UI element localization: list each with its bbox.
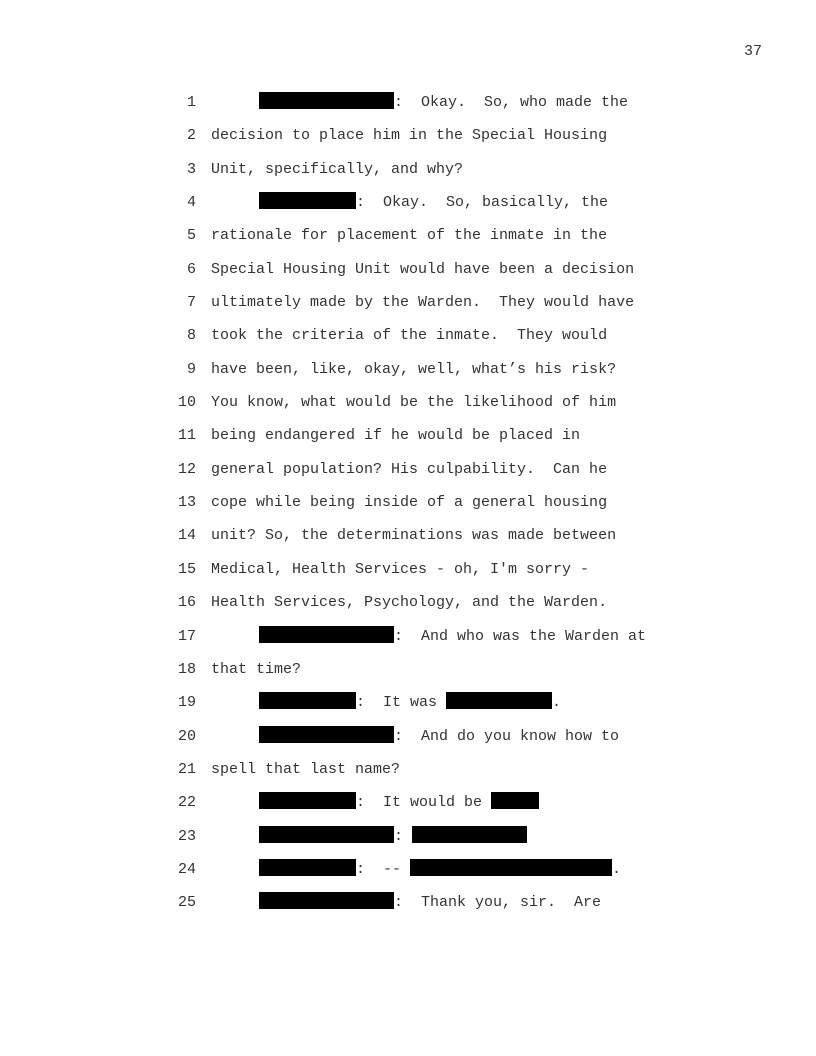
- line-content: [259, 892, 601, 914]
- line-content: [211, 459, 607, 481]
- line-text: .: [552, 694, 562, 712]
- line-number: 6: [186, 260, 196, 278]
- line-text: Unit, specifically, and why?: [211, 160, 464, 178]
- line-number: 11: [177, 427, 196, 445]
- line-number: 25: [177, 894, 196, 912]
- line-text: Special Housing Unit would have been a decision: [211, 260, 635, 278]
- line-number: 1: [186, 94, 196, 111]
- page-number: 37: [743, 43, 762, 60]
- line-number: 17: [177, 627, 196, 645]
- transcript-line: [0, 459, 816, 492]
- line-text: Medical, Health Services - oh, I'm sorry -: [211, 560, 590, 578]
- line-text: :: [394, 827, 413, 845]
- redaction-box: [491, 792, 539, 809]
- transcript-line: [0, 692, 816, 725]
- line-number: 18: [177, 660, 196, 678]
- transcript-line: [0, 225, 816, 258]
- line-content: [211, 125, 607, 147]
- line-content: [211, 492, 607, 514]
- line-number: 5: [186, 227, 196, 245]
- line-content: [211, 259, 634, 281]
- line-content: [211, 392, 616, 414]
- line-text: cope while being inside of a general housing: [211, 494, 608, 512]
- redaction-box: [259, 792, 356, 809]
- transcript-body: [0, 92, 816, 926]
- transcript-line: [0, 525, 816, 558]
- transcript-line: [0, 759, 816, 792]
- transcript-line: [0, 859, 816, 892]
- line-text: have been, like, okay, well, what’s his risk?: [211, 360, 617, 378]
- line-text: ultimately made by the Warden. They would have: [211, 294, 635, 312]
- redaction-box: [259, 892, 394, 909]
- line-text: being endangered if he would be placed in: [211, 427, 581, 445]
- line-number: 19: [177, 694, 196, 712]
- line-content: [211, 325, 607, 347]
- line-text: : And who was the Warden at: [394, 627, 647, 645]
- transcript-line: [0, 359, 816, 392]
- line-number: 14: [177, 527, 196, 545]
- line-number: 24: [177, 860, 196, 878]
- line-text: that time?: [211, 660, 302, 678]
- line-content: [259, 692, 561, 714]
- line-text: : Okay. So, who made the: [394, 94, 629, 111]
- line-content: [211, 759, 400, 781]
- line-content: [259, 792, 539, 814]
- line-content: [211, 159, 463, 181]
- line-text: unit? So, the determinations was made between: [211, 527, 617, 545]
- line-content: [259, 192, 608, 214]
- transcript-line: [0, 92, 816, 125]
- line-content: [259, 826, 527, 848]
- transcript-line: [0, 726, 816, 759]
- redaction-box: [259, 692, 356, 709]
- transcript-line: [0, 559, 816, 592]
- line-number: 2: [186, 127, 196, 145]
- line-number: 10: [177, 394, 196, 412]
- redaction-box: [446, 692, 552, 709]
- redaction-box: [259, 626, 394, 643]
- transcript-line: [0, 592, 816, 625]
- line-number: 9: [186, 360, 196, 378]
- line-text: spell that last name?: [211, 760, 401, 778]
- line-number: 15: [177, 560, 196, 578]
- redaction-box: [259, 859, 356, 876]
- line-number: 3: [186, 160, 196, 178]
- line-content: [259, 626, 646, 648]
- line-text: took the criteria of the inmate. They would: [211, 327, 608, 345]
- line-number: 4: [186, 194, 196, 212]
- line-content: [211, 359, 616, 381]
- transcript-line: [0, 325, 816, 358]
- transcript-line: [0, 125, 816, 158]
- line-text: Health Services, Psychology, and the Warden.: [211, 594, 608, 612]
- transcript-line: [0, 292, 816, 325]
- redaction-box: [259, 826, 394, 843]
- line-text: : Thank you, sir. Are: [394, 894, 602, 912]
- line-number: 23: [177, 827, 196, 845]
- line-number: 22: [177, 794, 196, 812]
- redaction-box: [259, 726, 394, 743]
- line-content: [211, 592, 607, 614]
- transcript-line: [0, 792, 816, 825]
- redaction-box: [412, 826, 527, 843]
- transcript-line: [0, 826, 816, 859]
- redaction-box: [259, 192, 356, 209]
- redaction-box: [259, 92, 394, 109]
- transcript-line: [0, 259, 816, 292]
- line-number: 12: [177, 460, 196, 478]
- transcript-line: [0, 392, 816, 425]
- line-content: [259, 859, 621, 881]
- line-text: general population? His culpability. Can he: [211, 460, 608, 478]
- line-text: : And do you know how to: [394, 727, 620, 745]
- line-text: : It would be: [356, 794, 492, 812]
- line-number: 16: [177, 594, 196, 612]
- line-number: 13: [177, 494, 196, 512]
- line-content: [211, 425, 580, 447]
- transcript-line: [0, 892, 816, 925]
- line-text: : Okay. So, basically, the: [356, 194, 609, 212]
- line-text: rationale for placement of the inmate in the: [211, 227, 608, 245]
- transcript-line: [0, 492, 816, 525]
- line-text: : It was: [356, 694, 447, 712]
- line-content: [211, 659, 301, 681]
- transcript-line: [0, 159, 816, 192]
- line-number: 7: [186, 294, 196, 312]
- line-content: [211, 225, 607, 247]
- line-text: You know, what would be the likelihood of him: [211, 394, 617, 412]
- line-text: decision to place him in the Special Housing: [211, 127, 608, 145]
- line-content: [211, 525, 616, 547]
- line-number: 21: [177, 760, 196, 778]
- line-content: [259, 92, 628, 114]
- line-number: 8: [186, 327, 196, 345]
- line-text: : --: [356, 860, 411, 878]
- line-text: .: [612, 860, 622, 878]
- transcript-line: [0, 626, 816, 659]
- line-content: [259, 726, 619, 748]
- transcript-line: [0, 425, 816, 458]
- line-number: 20: [177, 727, 196, 745]
- line-content: [211, 559, 589, 581]
- line-content: [211, 292, 634, 314]
- redaction-box: [410, 859, 612, 876]
- transcript-line: [0, 659, 816, 692]
- transcript-line: [0, 192, 816, 225]
